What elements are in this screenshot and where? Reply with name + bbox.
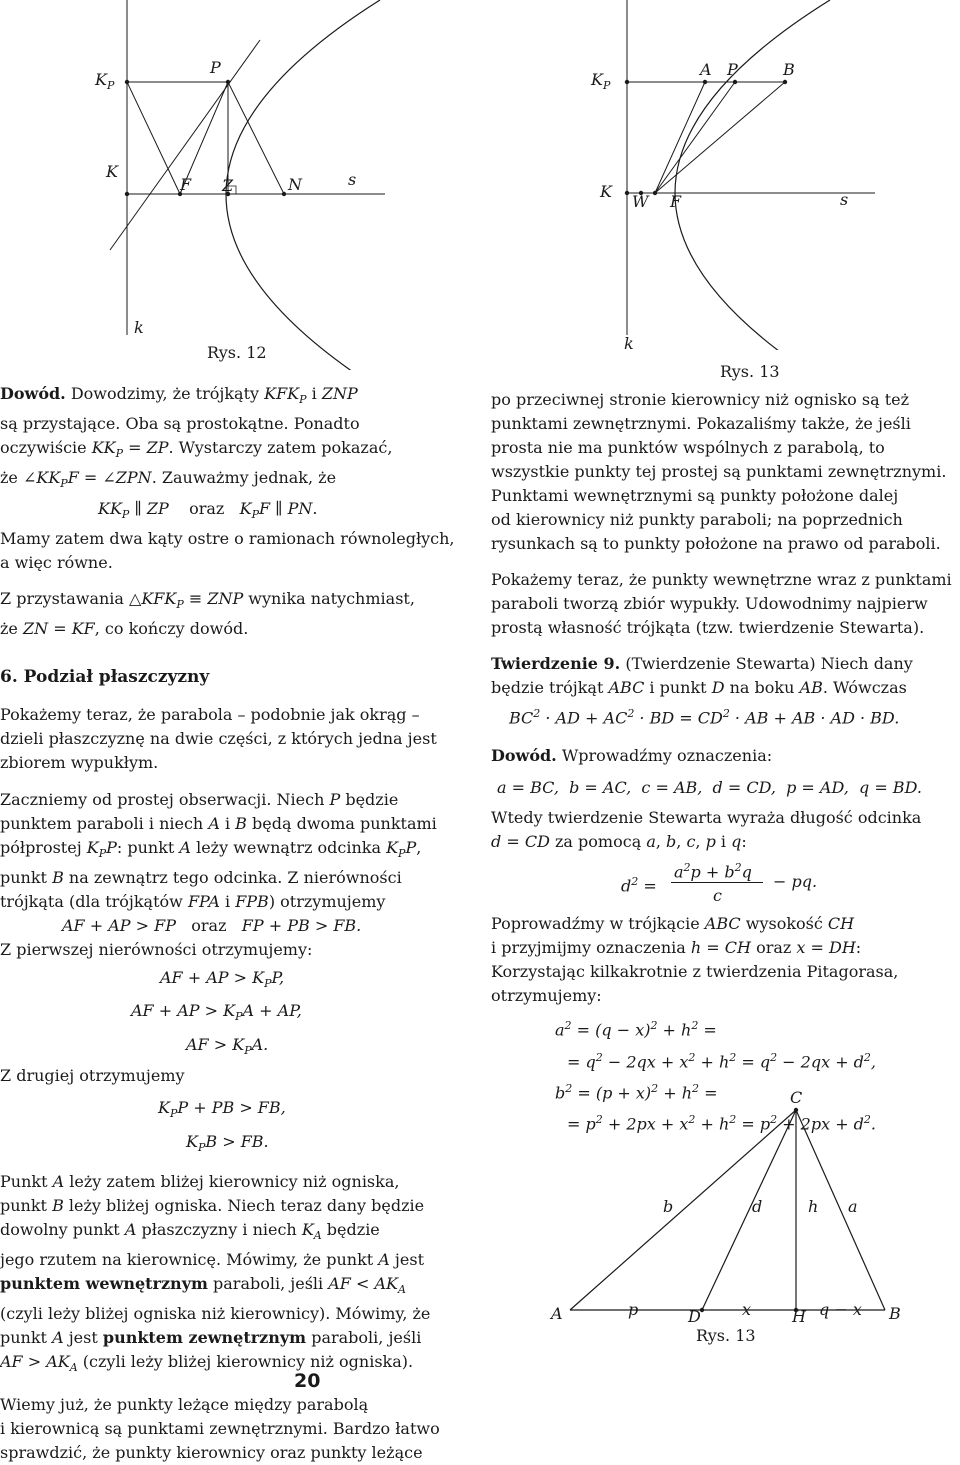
point-C — [794, 1108, 798, 1112]
r-line-7: rysunkach są to punkty położone na prawo od paraboli. — [491, 534, 941, 553]
segment-f-b — [655, 82, 785, 193]
r-line-10: prostą własność trójkąta (tzw. twierdzenie Stewarta). — [491, 618, 925, 637]
proof-label: Dowód. — [0, 384, 66, 403]
label-p-seg: p — [628, 1300, 639, 1319]
from-second: Z drugiej otrzymujemy — [0, 1065, 185, 1085]
known-para — [0, 1393, 470, 1465]
r-line-9: paraboli tworzą zbiór wypukły. Udowodnimy najpierw — [491, 594, 928, 613]
known-line-1: Wiemy już, że punkty leżące między parabolą — [0, 1394, 369, 1414]
obs-line-2: punktem paraboli i niech A i B będą dwoma punktami — [0, 813, 437, 833]
calc-block: $a^2 = (q - x)^2 + h^2$ = = $q^2 - 2qx + x^2 + h^2 = q^2 - 2qx + d^2$, $b^2 = (p + x)^2 + h^2$ = = $p^2 + 2px + x^2 + h^2 = p^2 + 2px + d^2$. — [555, 1019, 877, 1134]
conc-line-1: Z przystawania $\triangle KFK_P$ ≡ ZNP wynika natychmiast, — [0, 588, 415, 611]
intro-para — [0, 703, 470, 775]
def-line-8: AF > $AK_A$ (czyli leży bliżej kierownicy niż ogniska). — [0, 1352, 414, 1375]
height-para — [491, 912, 956, 1008]
theorem-line-1: (Twierdzenie Stewarta) Niech dany — [620, 654, 913, 673]
point-k — [625, 191, 629, 195]
exterior-para — [491, 388, 956, 556]
r-line-5: Punktami wewnętrznymi są punkty położone dalej — [491, 486, 899, 505]
proof-line-2: są przystające. Oba są prostokątne. Ponadto — [0, 414, 360, 434]
obs-line-3: półprostej $K_PP$: punkt A leży wewnątrz odcinka $K_PP$, — [0, 837, 422, 861]
proof-line-5: Mamy zatem dwa kąty ostre o ramionach równoległych, — [0, 528, 455, 548]
notation-line: a = BC, b = AC, c = AB, d = CD, p = AD, q = BD. — [497, 778, 922, 798]
r-line-6: od kierownicy niż punkty paraboli; na poprzednich — [491, 510, 903, 529]
left-column — [0, 382, 470, 1465]
point-b — [783, 80, 787, 84]
label-A: A — [551, 1304, 563, 1323]
stew-line-2: d = CD za pomocą a, b, c, p i q: — [491, 832, 747, 852]
label-kp: $K_P$ — [591, 70, 611, 93]
proof-line-4: że $\angle KK_PF$ = ∠ZPN. Zauważmy jednak, że — [0, 468, 337, 491]
def-line-7: punkt A jest punktem zewnętrznym paraboli, jeśli — [0, 1328, 422, 1348]
h-line-3: Korzystając kilkakrotnie z twierdzenia Pitagorasa, — [491, 962, 899, 982]
label-x-seg: x — [742, 1300, 752, 1319]
label-D: D — [688, 1307, 701, 1326]
point-f — [653, 191, 657, 195]
figure-rys-13a — [480, 0, 960, 350]
label-k-line: k — [134, 318, 144, 337]
def-line-4: jego rzutem na kierownicę. Mówimy, że punkt A jest — [0, 1250, 424, 1270]
cevian-d — [702, 1110, 796, 1310]
label-C: C — [790, 1088, 803, 1107]
section-title: 6. Podział płaszczyzny — [0, 666, 210, 687]
conc-line-2: że ZN = KF, co kończy dowód. — [0, 618, 249, 638]
known-line-3: sprawdzić, że punkty kierownicy oraz punkty leżące — [0, 1442, 423, 1462]
label-f: F — [180, 175, 192, 194]
right-column — [491, 388, 956, 1138]
label-k: K — [600, 182, 612, 201]
conclusion-para — [0, 587, 470, 641]
h-line-4: otrzymujemy: — [491, 986, 602, 1006]
obs-line-5: trójkąta (dla trójkątów FPA i FPB) otrzymujemy — [0, 892, 386, 912]
r-line-4: wszystkie punkty tej prostej są punktami zewnętrznymi. — [491, 462, 947, 481]
proof-line-3: oczywiście $KK_P$ = ZP. Wystarczy zatem pokazać, — [0, 438, 393, 461]
theorem-para — [491, 652, 956, 730]
r-line-2: punktami zewnętrznymi. Pokazaliśmy także, że jeśli — [491, 414, 911, 433]
point-p — [226, 80, 230, 84]
def-line-1: Punkt A leży zatem bliżej kierownicy niż ogniska, — [0, 1172, 400, 1192]
label-qx-seg: q − x — [819, 1300, 862, 1319]
label-f: F — [670, 192, 682, 211]
label-kp: $K_P$ — [95, 70, 115, 93]
label-b-side: b — [663, 1197, 674, 1216]
segment-p-n — [228, 82, 284, 194]
label-b: B — [783, 60, 795, 79]
caption-rys-12: Rys. 12 — [207, 343, 267, 362]
ineq-block-1: AF + AP > $K_PP$, AF + AP > $K_PA$ + AP, AF > $K_PA$. — [131, 968, 302, 1057]
label-k: K — [106, 162, 118, 181]
proof-para-right — [491, 744, 956, 768]
theorem-label: Twierdzenie 9. — [491, 654, 621, 673]
proof-line-1: Dowodzimy, że trójkąty $KFK_P$ i ZNP — [70, 384, 358, 407]
label-w: W — [632, 192, 649, 211]
label-d-side: d — [752, 1197, 763, 1216]
point-a — [703, 80, 707, 84]
known-line-2: i kierownicą są punktami zewnętrznymi. Bardzo łatwo — [0, 1418, 440, 1438]
segment-f-a — [655, 82, 705, 193]
h-line-1: Poprowadźmy w trójkącie ABC wysokość CH — [491, 914, 855, 934]
segment-f-p — [655, 82, 735, 193]
point-n — [282, 192, 286, 196]
parabola-curve — [675, 0, 830, 350]
intro-line-3: zbiorem wypukłym. — [0, 752, 159, 772]
caption-rys-13a: Rys. 13 — [720, 362, 780, 381]
label-a: A — [700, 60, 712, 79]
d-formula: $d^2$ = $a^2p + b^2q$ c − pq. — [621, 861, 818, 906]
caption-rys-13b: Rys. 13 — [696, 1326, 756, 1345]
label-s: s — [840, 190, 849, 209]
from-first: Z pierwszej nierówności otrzymujemy: — [0, 940, 313, 960]
label-a-side: a — [848, 1197, 858, 1216]
proof-right-line-1: Wprowadźmy oznaczenia: — [556, 746, 773, 766]
point-p — [733, 80, 737, 84]
def-line-6: (czyli leży bliżej ogniska niż kierownicy). Mówimy, że — [0, 1304, 431, 1324]
r-line-3: prosta nie ma punktów wspólnych z parabolą, to — [491, 438, 885, 457]
def-line-2: punkt B leży bliżej ogniska. Niech teraz dany będzie — [0, 1196, 425, 1216]
proof-eq: $KK_P$ ∥ ZP oraz $K_PF$ ∥ PN. — [98, 498, 318, 521]
label-B: B — [889, 1304, 901, 1323]
h-line-2: i przyjmijmy oznaczenia h = CH oraz x = DH: — [491, 938, 862, 958]
label-s: s — [348, 170, 357, 189]
proof-label-right: Dowód. — [491, 746, 557, 766]
ineq-block-2: $K_PP$ + PB > FB, $K_PB$ > FB. — [158, 1097, 286, 1155]
point-kp — [125, 80, 129, 84]
proof-line-6: a więc równe. — [0, 552, 113, 572]
intro-line-1: Pokażemy teraz, że parabola – podobnie jak okrąg – — [0, 704, 420, 724]
def-line-5: punktem wewnętrznym paraboli, jeśli AF < $AK_A$ — [0, 1274, 406, 1297]
observation-para — [0, 788, 470, 962]
point-kp — [625, 80, 629, 84]
label-k-line: k — [624, 334, 634, 353]
label-h-side: h — [808, 1197, 819, 1216]
stewart-para — [491, 806, 956, 854]
label-n: N — [288, 175, 302, 194]
r-line-1: po przeciwnej stronie kierownicy niż ognisko są też — [491, 390, 910, 409]
label-p: P — [210, 58, 221, 77]
stew-line-1: Wtedy twierdzenie Stewarta wyraża długość odcinka — [491, 808, 922, 828]
segment-kp-f — [127, 82, 180, 194]
figure-rys-12 — [0, 0, 480, 370]
stewart-equation: $BC^2$ · AD + $AC^2$ · BD = $CD^2$ · AB + AB · AD · BD. — [509, 707, 900, 728]
tangent-line — [110, 40, 260, 250]
figure-rys-13b — [540, 1100, 940, 1330]
label-H: H — [792, 1307, 806, 1326]
label-z: Z — [222, 176, 234, 195]
point-k — [125, 192, 129, 196]
proof-para — [0, 382, 470, 575]
ineq-main: AF + AP > FP oraz FP + PB > FB. — [62, 916, 362, 936]
def-line-3: dowolny punkt A płaszczyzny i niech $K_A$ będzie — [0, 1220, 380, 1243]
obs-line-1: Zaczniemy od prostej obserwacji. Niech P będzie — [0, 789, 399, 809]
label-p: P — [727, 60, 738, 79]
convex-para — [491, 568, 956, 640]
definition-para — [0, 1170, 470, 1381]
obs-line-4: punkt B na zewnątrz tego odcinka. Z nierówności — [0, 868, 402, 888]
r-line-8: Pokażemy teraz, że punkty wewnętrzne wraz z punktami — [491, 570, 952, 589]
intro-line-2: dzieli płaszczyznę na dwie części, z których jedna jest — [0, 728, 437, 748]
theorem-line-2: będzie trójkąt ABC i punkt D na boku AB. Wówczas — [491, 678, 907, 697]
page-number: 20 — [294, 1370, 321, 1392]
